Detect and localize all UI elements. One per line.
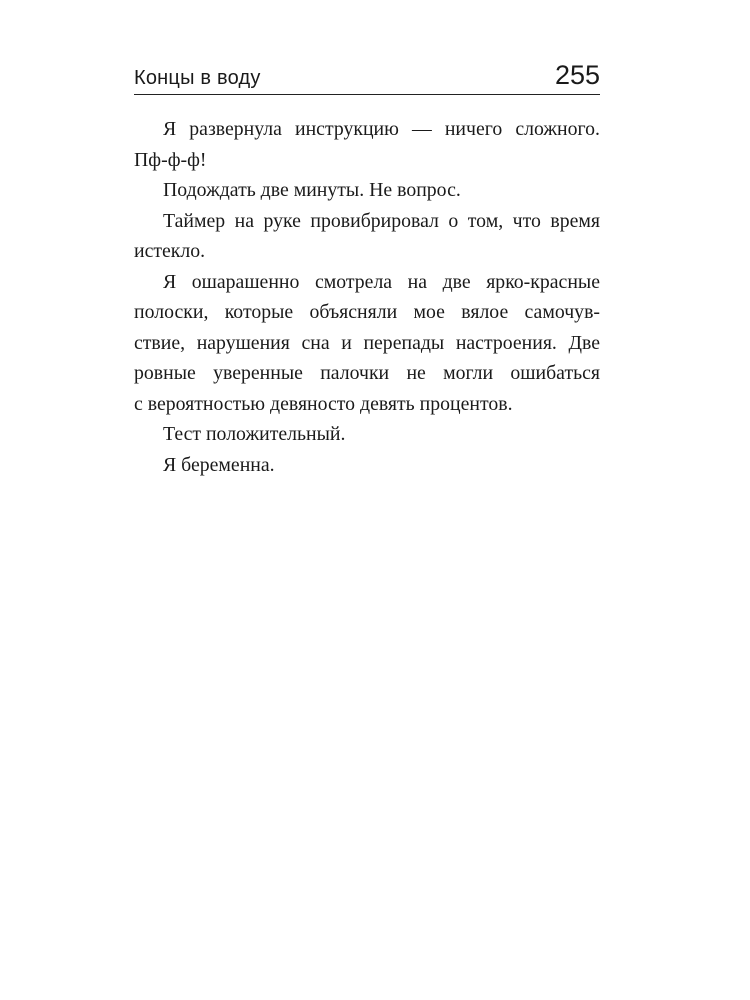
- text-line: Таймер на руке провибрировал о том, что время: [163, 209, 600, 232]
- paragraph: [134, 419, 600, 450]
- text-line: Тест положительный.: [163, 423, 346, 445]
- paragraph: [134, 450, 600, 481]
- paragraph: [134, 114, 600, 175]
- text-line: Пф-ф-ф!: [134, 148, 207, 171]
- text-line: Я развернула инструкцию — ничего сложного.: [163, 118, 600, 140]
- page-number: 255: [554, 60, 600, 90]
- chapter-title: Концы в воду: [134, 67, 261, 89]
- paragraph: [134, 175, 600, 206]
- paragraph: [134, 267, 600, 420]
- text-line: Я беременна.: [163, 453, 275, 476]
- text-line: истекло.: [134, 240, 206, 262]
- text-line: Подождать две минуты. Не вопрос.: [163, 179, 461, 201]
- paragraph: [134, 206, 600, 267]
- text-line: Я ошарашенно смотрела на две ярко-красные: [163, 270, 600, 293]
- body-text: [134, 114, 600, 480]
- text-line: полоски, которые объясняли мое вялое самочув-: [134, 301, 600, 323]
- text-line: ствие, нарушения сна и перепады настроения. Две: [134, 331, 600, 354]
- text-line: с вероятностью девяносто девять процентов.: [134, 392, 513, 415]
- text-line: ровные уверенные палочки не могли ошибаться: [134, 362, 600, 384]
- running-header: [134, 56, 600, 95]
